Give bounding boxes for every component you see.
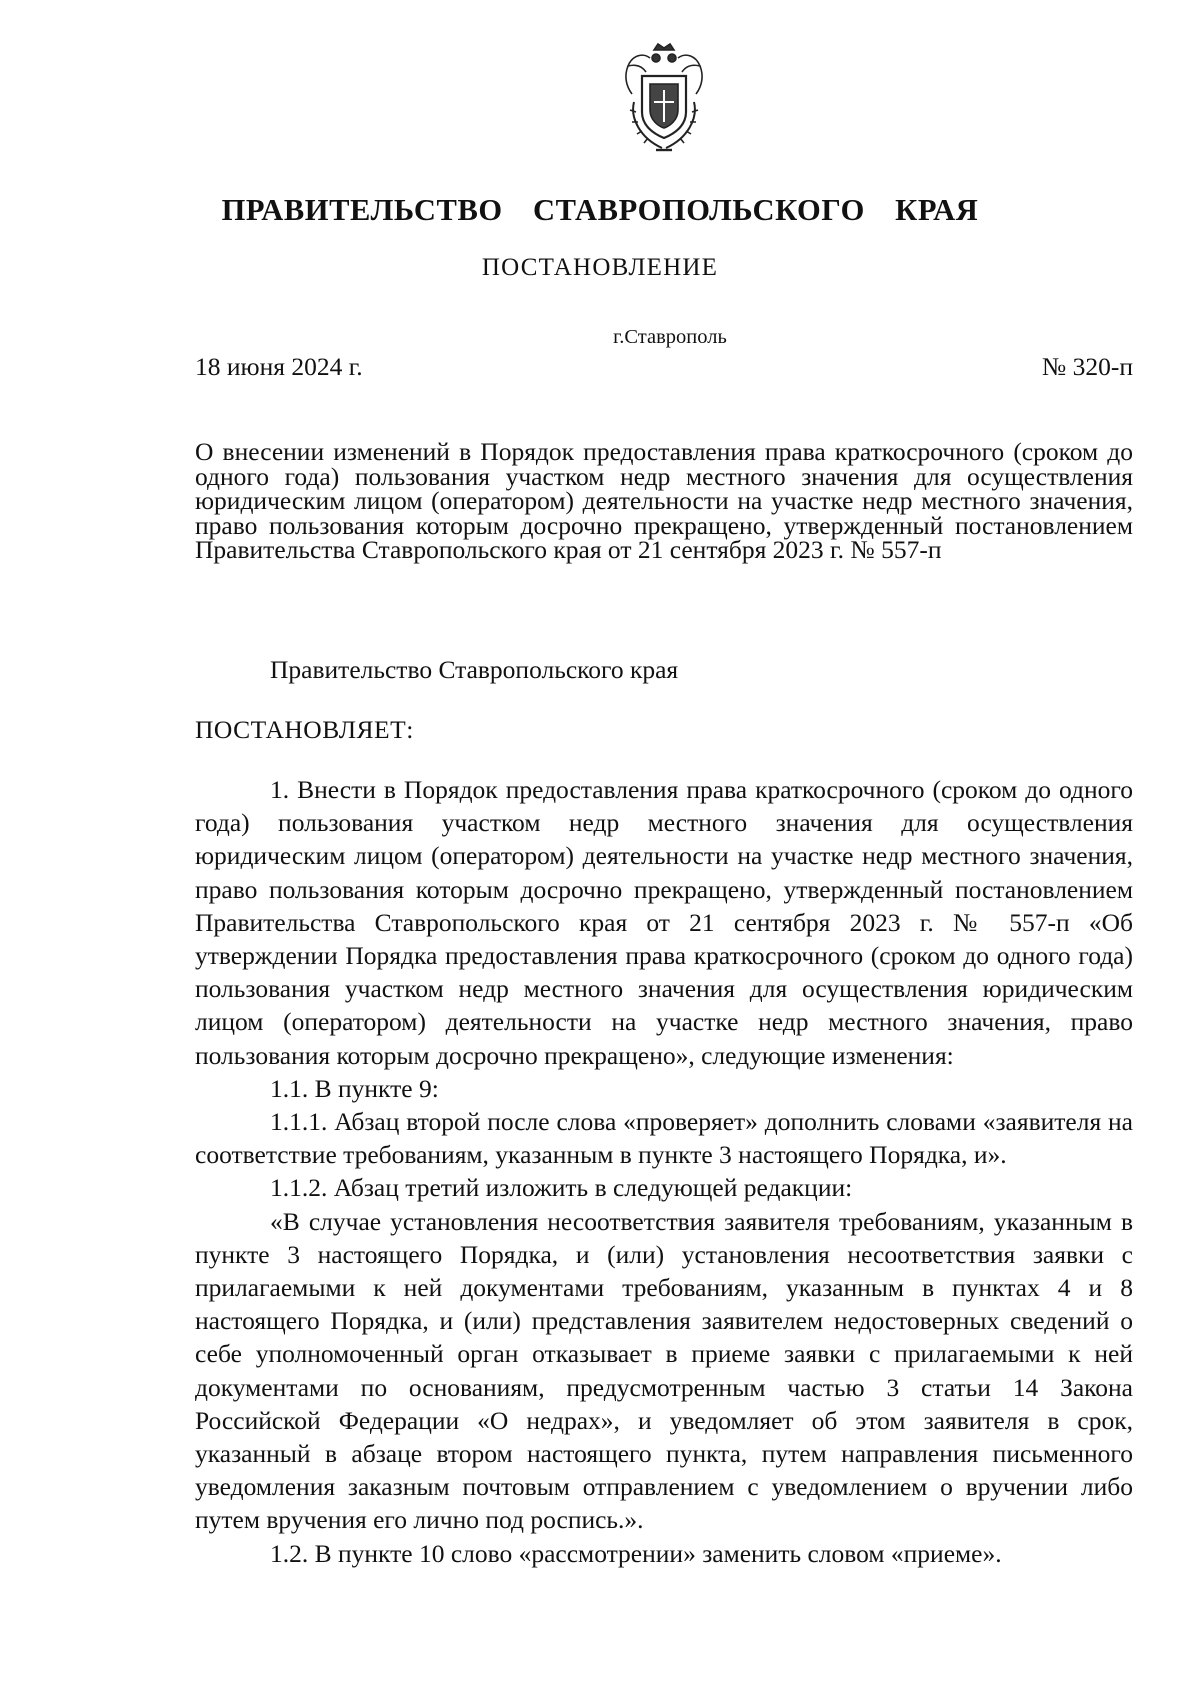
coat-of-arms-icon <box>620 42 708 154</box>
paragraph-1-1: 1.1. В пункте 9: <box>270 1073 439 1103</box>
preamble-org: Правительство Ставропольского края <box>270 655 679 684</box>
paragraph-1: 1. Внести в Порядок предоставления права краткосрочного (сроком до одного года) пользования участком недр местного значения для осуществления юридическим лицом (оператором) деятельности на участке недр местного значения, право пользования которым досрочно прекращено, утвержденный постановлением Правительства Ставропольского края от 21 сентября 2023 г. № 557-п «Об утверждении Порядка предоставления права краткосрочного (сроком до одного года) пользования участком недр местного значения для осуществления юридическим лицом (оператором) деятельности на участке недр местного значения, право пользования которым досрочно прекращено», следующие изменения: <box>195 775 1133 1070</box>
document-number: № 320-п <box>1041 352 1133 381</box>
document-date: 18 июня 2024 г. <box>195 352 363 381</box>
preamble-resolves: ПОСТАНОВЛЯЕТ: <box>195 715 414 744</box>
paragraph-1-2: 1.2. В пункте 10 слово «рассмотрении» заменить словом «приеме». <box>270 1538 1002 1568</box>
paragraph-1-1-1: 1.1.1. Абзац второй после слова «проверяет» дополнить словами «заявителя на соответствие требованиям, указанным в пункте 3 настоящего Порядка, и». <box>195 1107 1133 1170</box>
document-subject: О внесении изменений в Порядок предоставления права краткосрочного (сроком до одного года) пользования участком недр местного значения для осуществления юридическим лицом (оператором) деятельности на участке недр местного значения, право пользования которым досрочно прекращено, утвержденный постановлением Правительства Ставропольского края от 21 сентября 2023 г. № 557-п <box>195 437 1133 564</box>
city: г.Ставрополь <box>613 326 727 348</box>
document-type: ПОСТАНОВЛЕНИЕ <box>481 254 719 281</box>
document-body <box>195 773 1133 1570</box>
paragraph-1-1-2: 1.1.2. Абзац третий изложить в следующей редакции: <box>270 1173 853 1203</box>
government-title: ПРАВИТЕЛЬСТВО СТАВРОПОЛЬСКОГО КРАЯ <box>221 193 979 227</box>
paragraph-quote: «В случае установления несоответствия заявителя требованиям, указанным в пункте 3 настоящего Порядка, и (или) установления несоответствия заявки с прилагаемыми к ней документами требованиям, указанным в пунктах 4 и 8 настоящего Порядка, и (или) представления заявителем недостоверных сведений о себе уполномоченный орган отказывает в приеме заявки с прилагаемыми к ней документами по основаниям, предусмотренным частью 3 статьи 14 Закона Российской Федерации «О недрах», и уведомляет об этом заявителя в срок, указанный в абзаце втором настоящего пункта, путем направления письменного уведомления заказным почтовым отправлением с уведомлением о вручении либо путем вручения его лично под роспись.». <box>195 1206 1133 1535</box>
